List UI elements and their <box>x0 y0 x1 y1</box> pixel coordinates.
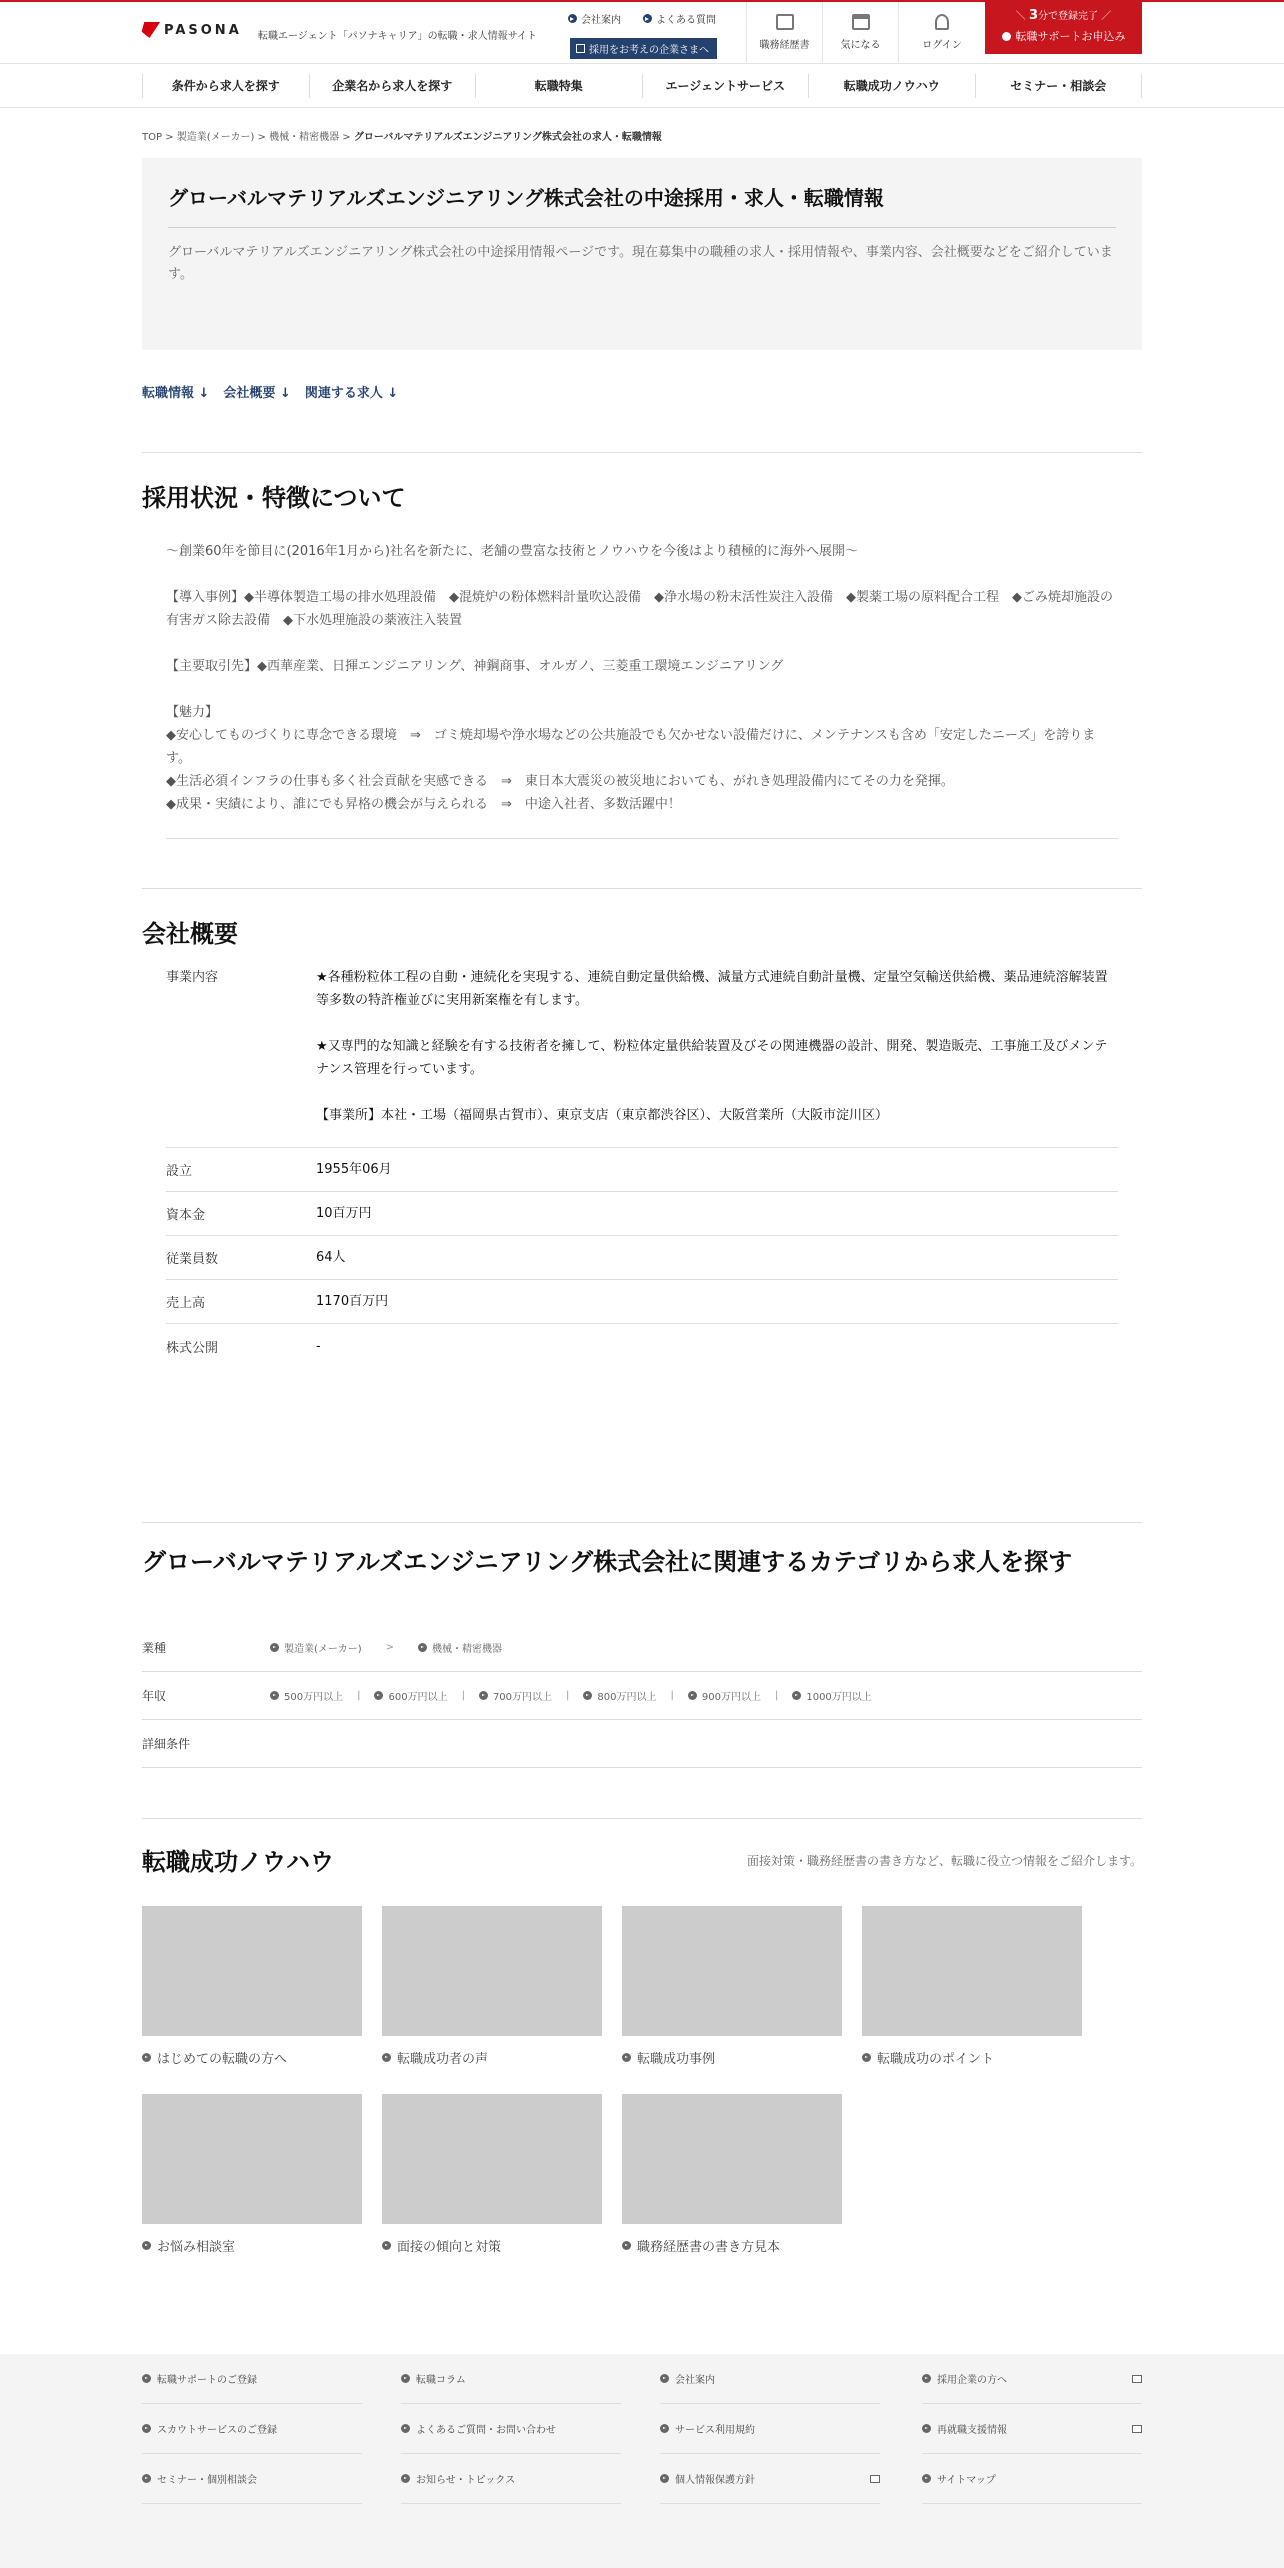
nav-features[interactable]: 転職特集 <box>475 74 642 98</box>
knowhow-card-voices[interactable] <box>382 1906 602 2067</box>
features-heading: 採用状況・特徴について <box>142 484 406 512</box>
company-key: 株式公開 <box>166 1340 219 1356</box>
breadcrumb-current: グローバルマテリアルズエンジニアリング株式会社の求人・転職情報 <box>353 132 662 143</box>
favorites-button[interactable] <box>822 2 898 62</box>
footer-link-label: セミナー・個別相談会 <box>157 2475 257 2486</box>
resume-icon <box>776 14 794 30</box>
knowhow-card-label: 面接の傾向と対策 <box>397 2240 502 2255</box>
arrow-circle-icon <box>660 2374 669 2383</box>
arrow-circle-icon <box>142 2474 151 2483</box>
corporate-button[interactable] <box>570 38 717 59</box>
knowhow-photo <box>622 2094 842 2224</box>
appeal-item: ◆安心してものづくりに専念できる環境 ⇒ ゴミ焼却場や浄水場などの公共施設でも欠かせない設備だけに、メンテナンスも含め「安定したニーズ」を誇ります。 <box>166 728 1096 766</box>
cta-line1: ＼ 3分で登録完了 ／ <box>1015 8 1112 23</box>
company-row-sales <box>166 1280 1118 1324</box>
faq-label: よくある質問 <box>656 15 716 26</box>
nav-knowhow[interactable]: 転職成功ノウハウ <box>808 74 975 98</box>
arrow-circle-icon <box>374 1691 383 1700</box>
arrow-circle-icon <box>382 2241 391 2250</box>
footer-link[interactable] <box>660 2454 880 2504</box>
global-nav <box>0 64 1284 108</box>
salary-link-900[interactable] <box>688 1688 761 1703</box>
login-button[interactable] <box>898 2 985 62</box>
related-items <box>270 1688 872 1703</box>
arrow-circle-icon <box>862 2053 871 2062</box>
arrow-circle-icon <box>401 2374 410 2383</box>
footer-link-label: 転職サポートのご登録 <box>157 2375 257 2386</box>
breadcrumb-top[interactable]: TOP <box>142 132 163 143</box>
company-row-business <box>166 966 1118 1148</box>
company-value: - <box>316 1338 321 1354</box>
related-key: 詳細条件 <box>142 1737 191 1751</box>
knowhow-card-label: 転職成功のポイント <box>877 2052 995 2067</box>
logo-text: PASONA <box>164 22 242 38</box>
footer-link[interactable] <box>401 2354 621 2404</box>
footer-link[interactable] <box>660 2404 880 2454</box>
company-value <box>316 966 1118 1127</box>
related-items <box>270 1640 502 1655</box>
knowhow-photo <box>862 1906 1082 2036</box>
salary-label: 1000万円以上 <box>806 1692 872 1703</box>
knowhow-card-first-time[interactable] <box>142 1906 362 2067</box>
page-description: グローバルマテリアルズエンジニアリング株式会社の中途採用情報ページです。現在募集中の職種の求人・採用情報や、事業内容、会社概要などをご紹介しています。 <box>168 245 1113 282</box>
knowhow-photo <box>382 2094 602 2224</box>
footer-link-label: 転職コラム <box>416 2375 466 2386</box>
company-hero <box>142 158 1142 350</box>
knowhow-card-label: お悩み相談室 <box>157 2240 236 2255</box>
separator: | <box>461 1690 465 1701</box>
knowhow-card-cases[interactable] <box>622 1906 842 2067</box>
knowhow-photo <box>142 1906 362 2036</box>
salary-link-800[interactable] <box>583 1688 656 1703</box>
knowhow-card-label: 転職成功事例 <box>637 2052 716 2067</box>
arrow-circle-icon <box>660 2474 669 2483</box>
arrow-circle-icon <box>583 1691 592 1700</box>
footer-link-label: よくあるご質問・お問い合わせ <box>416 2425 556 2436</box>
arrow-circle-icon <box>142 2053 151 2062</box>
salary-label: 900万円以上 <box>701 1692 761 1703</box>
footer-link[interactable] <box>142 2404 362 2454</box>
site-tagline: 転職エージェント「パソナキャリア」の転職・求人情報サイト <box>258 31 537 42</box>
arrow-circle-icon <box>401 2424 410 2433</box>
arrow-circle-icon <box>922 2474 931 2483</box>
breadcrumb: TOP > 製造業(メーカー) > 機械・精密機器 > グローバルマテリアルズエンジニアリング株式会社の求人・転職情報 <box>142 132 662 143</box>
footer-link[interactable] <box>660 2354 880 2404</box>
company-key: 資本金 <box>166 1208 206 1223</box>
resume-button[interactable] <box>746 2 822 62</box>
nav-seminar[interactable]: セミナー・相談会 <box>975 74 1143 98</box>
knowhow-card-points[interactable] <box>862 1906 1082 2067</box>
separator: > <box>385 1642 394 1653</box>
cta-minutes: 3 <box>1028 8 1039 23</box>
footer-link-label: スカウトサービスのご登録 <box>157 2425 277 2436</box>
related-key: 業種 <box>142 1641 167 1655</box>
footer-link-label: サイトマップ <box>937 2475 996 2486</box>
company-heading: 会社概要 <box>142 920 238 948</box>
company-key: 売上高 <box>166 1296 206 1311</box>
anchor-related[interactable]: 関連する求人 ↓ <box>304 386 399 401</box>
knowhow-card-caption <box>862 2048 1082 2067</box>
footer-link[interactable] <box>142 2354 362 2404</box>
arrow-circle-icon <box>142 2424 151 2433</box>
footer-link-label: 再就職支援情報 <box>937 2425 1007 2436</box>
company-value: 1170百万円 <box>316 1294 389 1309</box>
salary-link-1000[interactable] <box>792 1688 871 1703</box>
features-intro: ～創業60年を節目に(2016年1月から)社名を新たに、老舗の豊富な技術とノウハウを今後はより積極的に海外へ展開～ <box>166 544 859 559</box>
arrow-circle-icon <box>401 2474 410 2483</box>
anchor-jobs[interactable]: 転職情報 ↓ <box>142 386 210 401</box>
nav-search-by-company[interactable]: 企業名から求人を探す <box>309 74 476 98</box>
footer-link[interactable] <box>401 2454 621 2504</box>
arrow-circle-icon <box>382 2053 391 2062</box>
nav-agent-service[interactable]: エージェントサービス <box>642 74 809 98</box>
cta-line2 <box>985 28 1142 44</box>
favorites-label: 気になる <box>840 40 881 51</box>
related-key: 年収 <box>142 1689 167 1703</box>
nav-search-by-conditions[interactable]: 条件から求人を探す <box>142 74 309 98</box>
knowhow-heading: 転職成功ノウハウ <box>142 1848 334 1876</box>
industry-link-manufacturing[interactable] <box>270 1640 362 1655</box>
related-heading: グローバルマテリアルズエンジニアリング株式会社に関連するカテゴリから求人を探す <box>142 1548 1073 1576</box>
arrow-circle-icon <box>142 2241 151 2250</box>
footer-link-label: 個人情報保護方針 <box>675 2475 755 2486</box>
divider <box>142 888 1142 889</box>
divider <box>142 1818 1142 1819</box>
arrow-circle-icon <box>270 1691 279 1700</box>
divider <box>166 838 1118 839</box>
arrow-circle-icon <box>688 1691 697 1700</box>
salary-link-600[interactable] <box>374 1688 447 1703</box>
company-value: 64人 <box>316 1250 346 1265</box>
footer-link-label: お知らせ・トピックス <box>416 2475 516 2486</box>
pasona-logo[interactable] <box>142 22 242 38</box>
company-row-listing <box>166 1324 1118 1368</box>
arrow-circle-icon <box>568 14 577 23</box>
footer-link-label: 会社案内 <box>675 2375 715 2386</box>
features-appeal <box>166 701 1118 816</box>
arrow-circle-icon <box>622 2241 631 2250</box>
knowhow-subtitle: 面接対策・職務経歴書の書き方など、転職に役立つ情報をご紹介します。 <box>746 1854 1142 1868</box>
footer-column <box>922 2354 1142 2504</box>
anchor-links <box>142 382 398 401</box>
business-text: 【事業所】本社・工場（福岡県古賀市）、東京支店（東京都渋谷区）、大阪営業所（大阪市淀川区） <box>316 1108 889 1123</box>
business-text: ★又専門的な知識と経験を有する技術者を擁して、粉粒体定量供給装置及びその関連機器の設計、開発、製造販売、工事施工及びメンテナンス管理を行っています。 <box>316 1039 1108 1077</box>
company-info-label: 会社案内 <box>581 15 621 26</box>
arrow-circle-icon <box>1002 32 1011 41</box>
appeal-item: ◆成果・実績により、誰にでも昇格の機会が与えられる ⇒ 中途入社者、多数活躍中！ <box>166 797 681 812</box>
knowhow-card-caption <box>142 2048 362 2067</box>
footer <box>0 2354 1284 2568</box>
arrow-circle-icon <box>418 1643 427 1652</box>
page-title: グローバルマテリアルズエンジニアリング株式会社の中途採用・求人・転職情報 <box>168 182 1116 228</box>
knowhow-photo <box>142 2094 362 2224</box>
knowhow-card-label: 転職成功者の声 <box>397 2052 489 2067</box>
corporate-button-label: 採用をお考えの企業さまへ <box>589 45 709 56</box>
knowhow-card-caption <box>382 2048 602 2067</box>
company-table <box>166 966 1118 1368</box>
salary-link-700[interactable] <box>479 1688 552 1703</box>
salary-label: 500万円以上 <box>284 1692 344 1703</box>
separator: | <box>566 1690 570 1701</box>
footer-link-label: 採用企業の方へ <box>937 2375 1007 2386</box>
footer-column <box>142 2354 362 2504</box>
footer-link[interactable] <box>401 2404 621 2454</box>
separator: | <box>670 1690 674 1701</box>
industry-label: 機械・精密機器 <box>432 1644 502 1655</box>
company-info-link[interactable] <box>568 11 621 26</box>
footer-link[interactable] <box>922 2404 1142 2454</box>
footer-column <box>660 2354 880 2504</box>
login-label: ログイン <box>922 40 962 51</box>
resume-label: 職務経歴書 <box>759 40 810 51</box>
footer-link[interactable] <box>922 2454 1142 2504</box>
divider <box>142 452 1142 453</box>
company-key: 設立 <box>166 1164 193 1179</box>
arrow-circle-icon <box>922 2374 931 2383</box>
company-row-capital <box>166 1192 1118 1236</box>
knowhow-card-caption <box>622 2048 842 2067</box>
knowhow-card-resume-sample[interactable] <box>622 2094 842 2255</box>
knowhow-card-caption <box>622 2236 842 2255</box>
arrow-circle-icon <box>479 1691 488 1700</box>
related-industry-row <box>142 1624 1142 1672</box>
cta-line2-text: 転職サポートお申込み <box>1015 30 1126 43</box>
header <box>0 2 1284 64</box>
footer-link[interactable] <box>922 2354 1142 2404</box>
faq-link[interactable] <box>643 11 716 26</box>
arrow-circle-icon <box>792 1691 801 1700</box>
knowhow-photo <box>622 1906 842 2036</box>
appeal-item: ◆生活必須インフラの仕事も多く社会貢献を実感できる ⇒ 東日本大震災の被災地においても、がれき処理設備内にてその力を発揮。 <box>166 774 954 789</box>
company-row-founded <box>166 1148 1118 1192</box>
breadcrumb-category[interactable]: 機械・精密機器 <box>269 132 340 143</box>
footer-column <box>401 2354 621 2504</box>
arrow-circle-icon <box>622 2053 631 2062</box>
company-value: 10百万円 <box>316 1206 372 1221</box>
user-icon <box>935 14 949 30</box>
folder-icon <box>852 14 870 30</box>
appeal-title: 【魅力】 <box>166 705 219 720</box>
knowhow-card-caption <box>142 2236 362 2255</box>
company-value: 1955年06月 <box>316 1162 392 1177</box>
company-row-employees <box>166 1236 1118 1280</box>
features-clients: 【主要取引先】◆西華産業、日揮エンジニアリング、神鋼商事、オルガノ、三菱重工環境エンジニアリング <box>166 659 784 674</box>
related-salary-row <box>142 1672 1142 1720</box>
anchor-company[interactable]: 会社概要 ↓ <box>223 386 291 401</box>
knowhow-card-caption <box>382 2236 602 2255</box>
knowhow-photo <box>382 1906 602 2036</box>
industry-label: 製造業(メーカー) <box>284 1644 362 1655</box>
salary-label: 700万円以上 <box>492 1692 553 1703</box>
separator: | <box>357 1690 361 1701</box>
features-cases: 【導入事例】◆半導体製造工場の排水処理設備 ◆混焼炉の粉体燃料計量吹込設備 ◆浄水場の粉末活性炭注入設備 ◆製薬工場の原料配合工程 ◆ごみ焼却施設の有害ガス除去設備 ◆下水処理施設の薬液注入装置 <box>166 590 1113 628</box>
header-links <box>568 11 716 26</box>
career-support-signup-button[interactable] <box>985 2 1142 54</box>
knowhow-card-label: 職務経歴書の書き方見本 <box>637 2240 781 2255</box>
industry-link-machinery[interactable] <box>418 1640 502 1655</box>
building-icon <box>576 44 585 53</box>
separator: | <box>774 1690 779 1701</box>
features-body <box>166 540 1118 816</box>
footer-link[interactable] <box>142 2454 362 2504</box>
cta-line1-text: 分で登録完了 <box>1038 11 1099 22</box>
related-detail-row[interactable] <box>142 1720 1142 1768</box>
arrow-circle-icon <box>660 2424 669 2433</box>
breadcrumb-industry[interactable]: 製造業(メーカー) <box>176 132 255 143</box>
external-window-icon <box>1132 2425 1142 2433</box>
pasona-logo-icon <box>140 22 160 38</box>
business-text: ★各種粉粒体工程の自動・連続化を実現する、連続自動定量供給機、減量方式連続自動計量機、定量空気輸送供給機、薬品連続溶解装置等多数の特許権並びに実用新案権を有します。 <box>316 970 1108 1008</box>
arrow-circle-icon <box>270 1643 279 1652</box>
salary-link-500[interactable] <box>270 1688 343 1703</box>
footer-link-label: サービス利用規約 <box>675 2425 755 2436</box>
external-window-icon <box>1132 2375 1142 2383</box>
arrow-circle-icon <box>922 2424 931 2433</box>
salary-label: 800万円以上 <box>597 1692 657 1703</box>
company-key: 従業員数 <box>166 1252 219 1267</box>
arrow-circle-icon <box>643 14 652 23</box>
company-key: 事業内容 <box>166 970 219 985</box>
knowhow-card-consult[interactable] <box>142 2094 362 2255</box>
arrow-circle-icon <box>142 2374 151 2383</box>
external-window-icon <box>870 2475 880 2483</box>
salary-label: 600万円以上 <box>388 1692 448 1703</box>
divider <box>142 1522 1142 1523</box>
knowhow-card-label: はじめての転職の方へ <box>157 2052 288 2067</box>
knowhow-card-interview[interactable] <box>382 2094 602 2255</box>
